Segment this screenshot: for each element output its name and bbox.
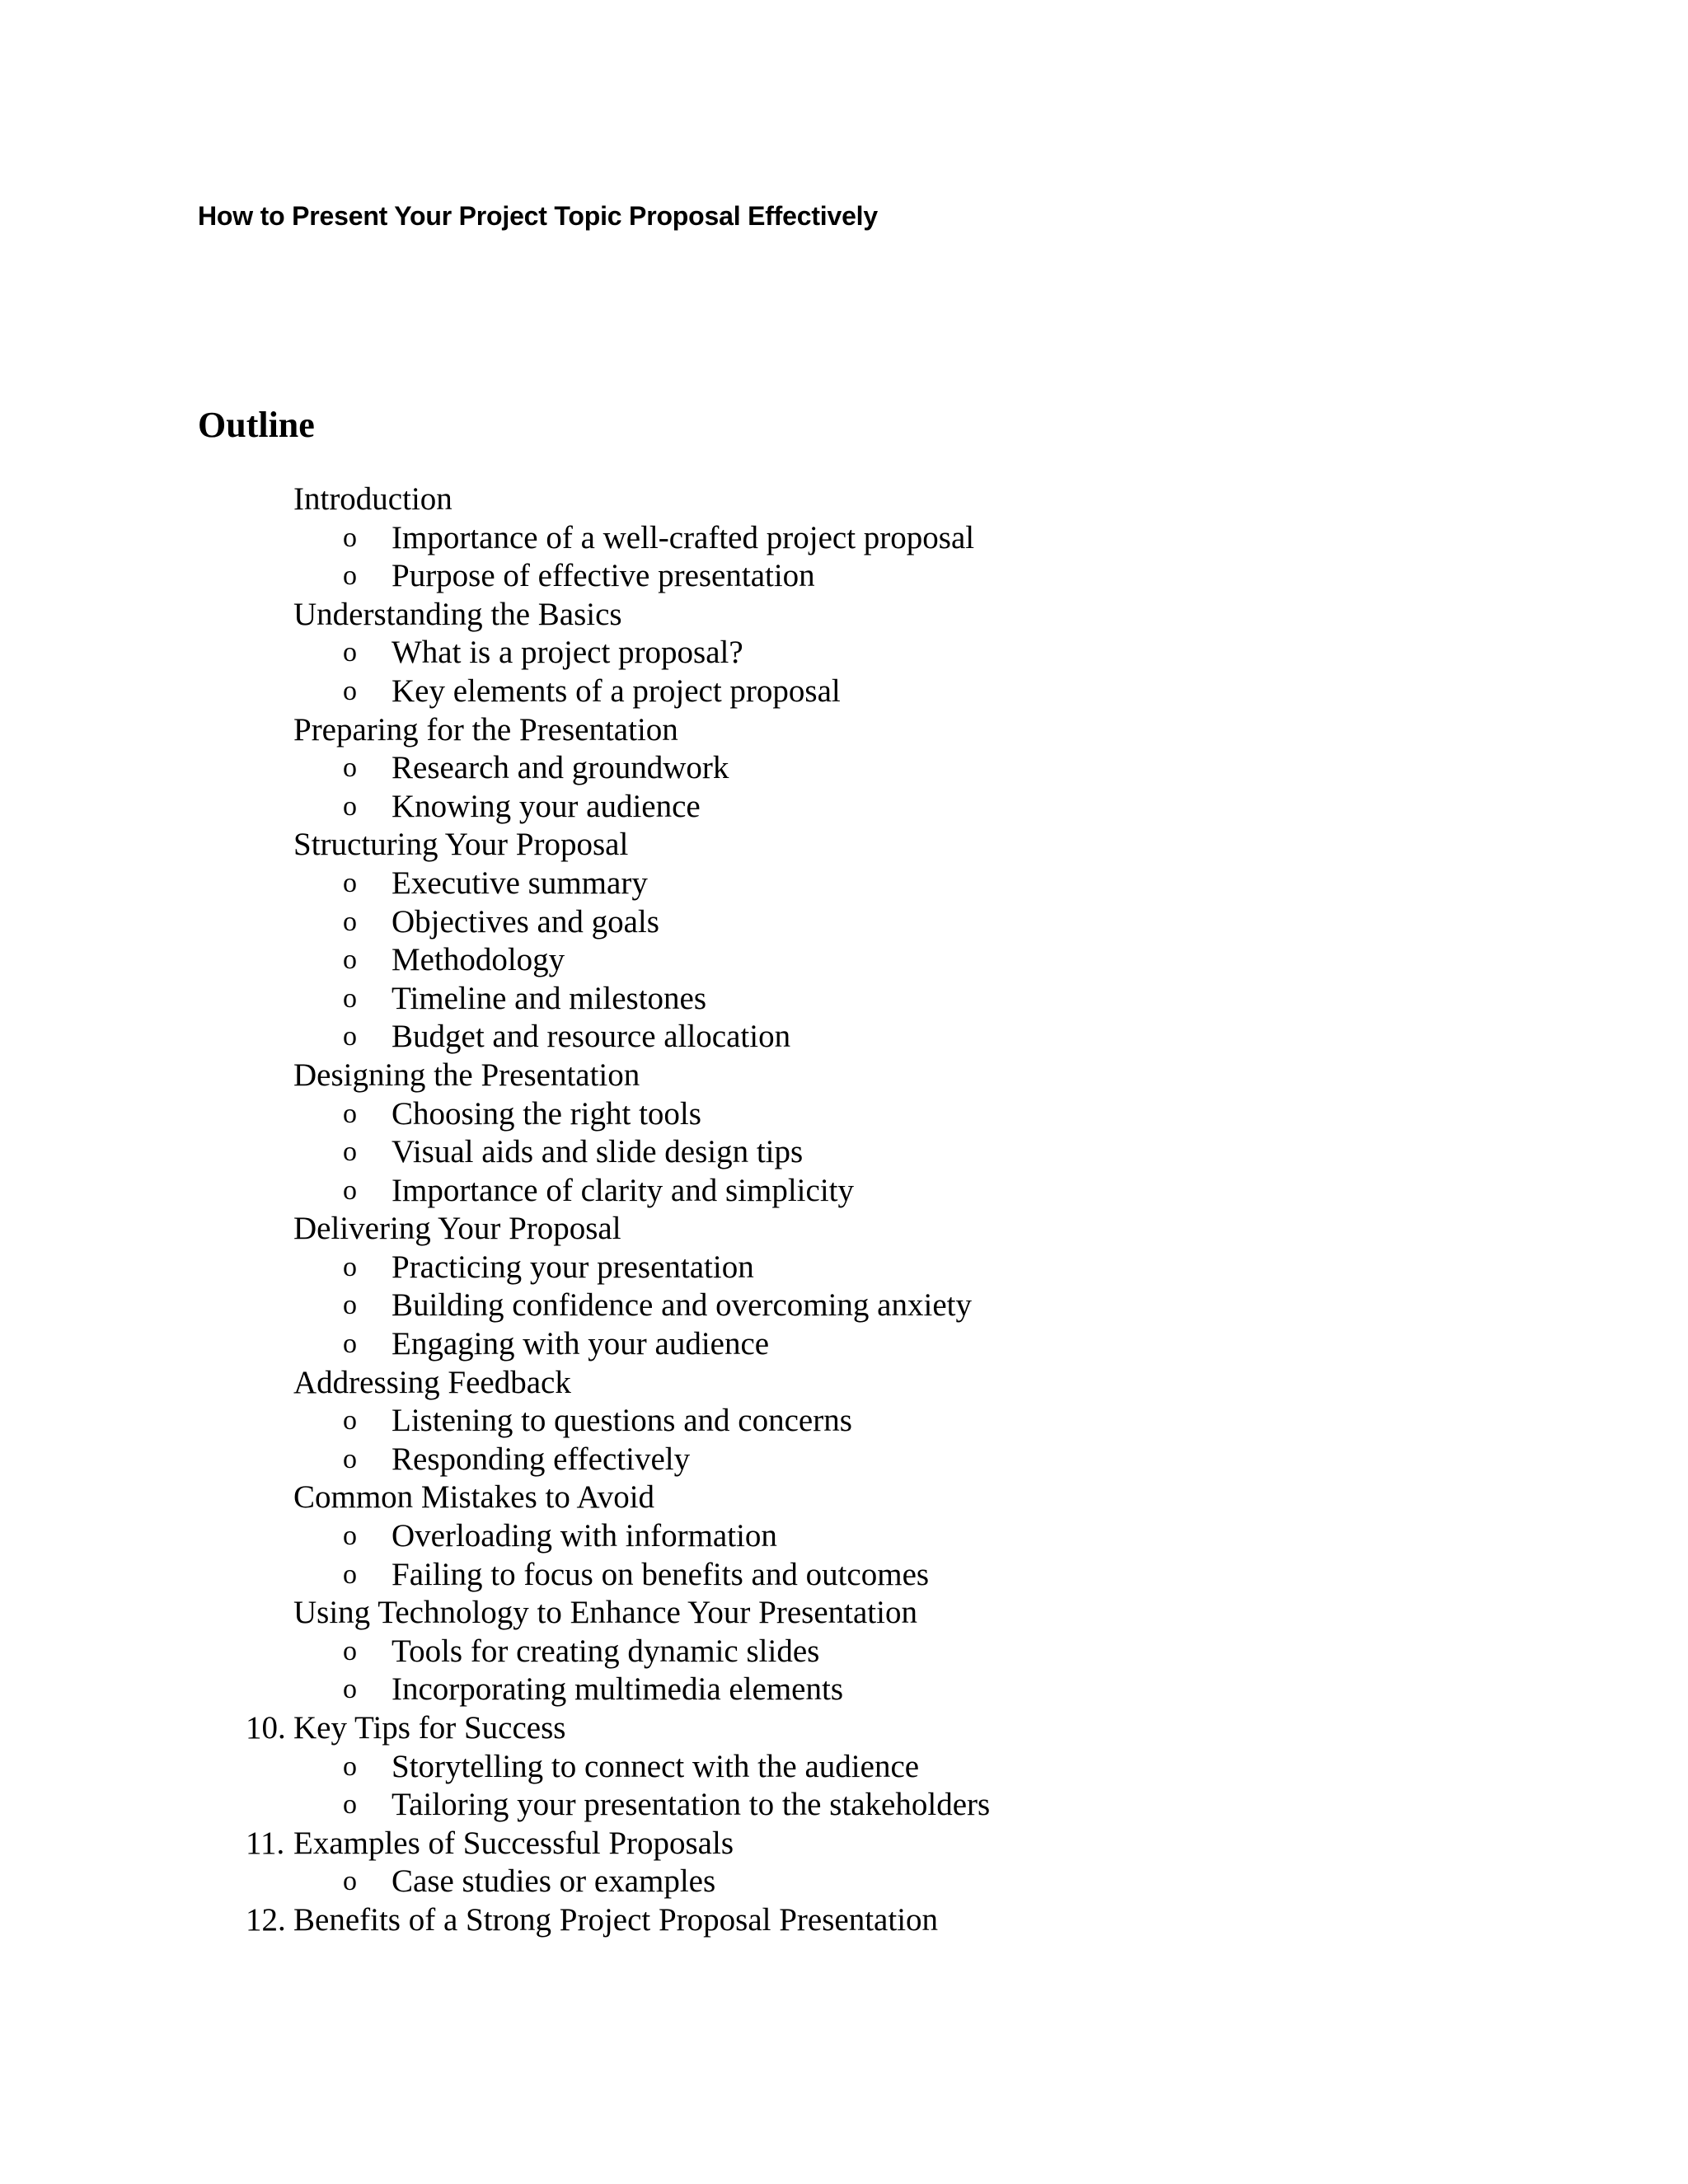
subitem-text: Methodology	[392, 942, 565, 978]
subitem-text: Failing to focus on benefits and outcomes	[392, 1556, 930, 1592]
section-title: Delivering Your Proposal	[293, 1211, 621, 1247]
subitem-text: Choosing the right tools	[392, 1095, 701, 1132]
hollow-bullet-icon: o	[343, 522, 357, 553]
hollow-bullet-icon: o	[343, 982, 357, 1014]
subitem-text: Responding effectively	[392, 1441, 691, 1477]
subitem-text: Key elements of a project proposal	[392, 673, 841, 709]
section-title: Understanding the Basics	[293, 596, 622, 632]
subitem-text: Incorporating multimedia elements	[392, 1671, 843, 1708]
section-title: Structuring Your Proposal	[293, 827, 629, 863]
section-title: Key Tips for Success	[293, 1710, 566, 1746]
subitem-text: Tailoring your presentation to the stakeholders	[392, 1787, 991, 1823]
section-title: Preparing for the Presentation	[293, 711, 678, 748]
hollow-bullet-icon: o	[343, 1329, 357, 1360]
hollow-bullet-icon: o	[343, 1290, 357, 1321]
section-title: Common Mistakes to Avoid	[293, 1479, 655, 1516]
section-title: Examples of Successful Proposals	[293, 1825, 734, 1861]
hollow-bullet-icon: o	[343, 1635, 357, 1666]
hollow-bullet-icon: o	[343, 867, 357, 898]
subitem-text: Visual aids and slide design tips	[392, 1134, 804, 1170]
subitem-text: Importance of a well-crafted project proposal	[392, 519, 975, 555]
hollow-bullet-icon: o	[343, 1137, 357, 1168]
hollow-bullet-icon: o	[343, 1443, 357, 1474]
section-number: 11.	[246, 1825, 285, 1861]
hollow-bullet-icon: o	[343, 560, 357, 592]
subitem-text: Practicing your presentation	[392, 1249, 754, 1285]
hollow-bullet-icon: o	[343, 1098, 357, 1129]
hollow-bullet-icon: o	[343, 790, 357, 822]
hollow-bullet-icon: o	[343, 1405, 357, 1436]
hollow-bullet-icon: o	[343, 1866, 357, 1897]
hollow-bullet-icon: o	[343, 637, 357, 668]
section-title: Designing the Presentation	[293, 1057, 640, 1093]
hollow-bullet-icon: o	[343, 1521, 357, 1552]
subitem-text: Engaging with your audience	[392, 1326, 770, 1362]
document-title: How to Present Your Project Topic Proposal Effectively	[198, 201, 878, 231]
subitem-text: Listening to questions and concerns	[392, 1403, 852, 1439]
hollow-bullet-icon: o	[343, 1674, 357, 1705]
subitem-text: What is a project proposal?	[392, 635, 743, 671]
hollow-bullet-icon: o	[343, 1789, 357, 1821]
subitem-text: Purpose of effective presentation	[392, 558, 815, 594]
subitem-text: Tools for creating dynamic slides	[392, 1633, 820, 1669]
section-number: 12.	[246, 1901, 286, 1938]
subitem-text: Timeline and milestones	[392, 980, 707, 1016]
hollow-bullet-icon: o	[343, 675, 357, 706]
subitem-text: Building confidence and overcoming anxiety	[392, 1287, 972, 1324]
subitem-text: Overloading with information	[392, 1518, 777, 1554]
hollow-bullet-icon: o	[343, 1750, 357, 1782]
subitem-text: Knowing your audience	[392, 788, 701, 824]
section-number: 10.	[246, 1710, 286, 1746]
hollow-bullet-icon: o	[343, 1174, 357, 1206]
subitem-text: Research and groundwork	[392, 750, 729, 786]
subitem-text: Executive summary	[392, 865, 648, 901]
section-title: Benefits of a Strong Project Proposal Presentation	[293, 1901, 939, 1938]
subitem-text: Budget and resource allocation	[392, 1019, 791, 1055]
subitem-text: Objectives and goals	[392, 903, 659, 940]
hollow-bullet-icon: o	[343, 1558, 357, 1590]
subitem-text: Storytelling to connect with the audience	[392, 1748, 920, 1784]
section-title: Using Technology to Enhance Your Presentation	[293, 1595, 917, 1631]
subitem-text: Case studies or examples	[392, 1863, 716, 1900]
section-title: Addressing Feedback	[293, 1364, 571, 1400]
hollow-bullet-icon: o	[343, 1251, 357, 1282]
hollow-bullet-icon: o	[343, 1021, 357, 1052]
hollow-bullet-icon: o	[343, 752, 357, 784]
outline-heading: Outline	[198, 405, 315, 445]
hollow-bullet-icon: o	[343, 906, 357, 937]
hollow-bullet-icon: o	[343, 944, 357, 976]
subitem-text: Importance of clarity and simplicity	[392, 1172, 854, 1208]
section-title: Introduction	[293, 481, 452, 517]
